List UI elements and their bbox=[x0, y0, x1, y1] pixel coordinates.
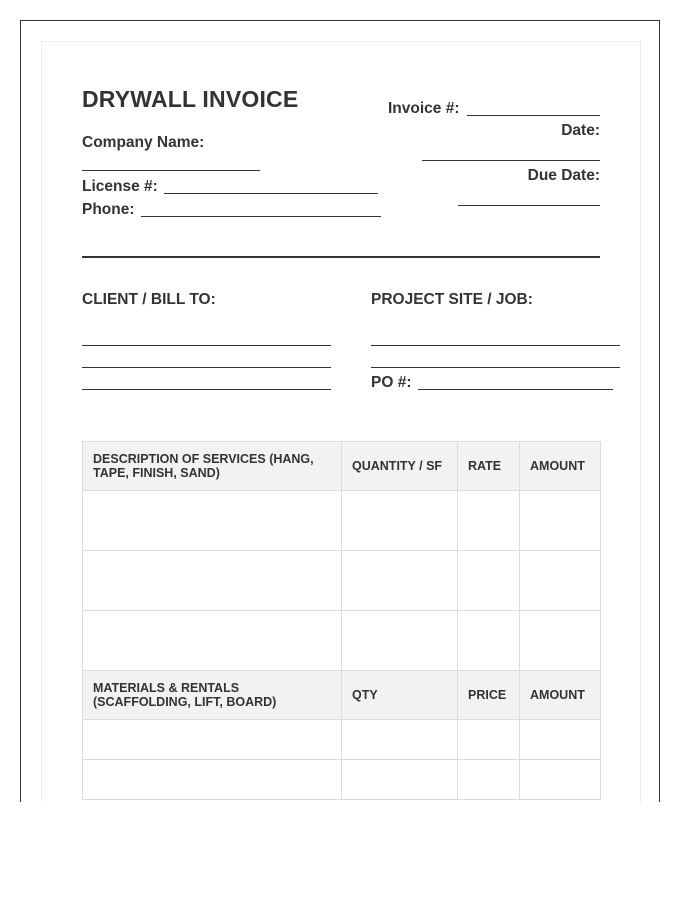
invoice-number-field[interactable] bbox=[467, 115, 600, 116]
material-qty-cell[interactable] bbox=[342, 760, 458, 800]
service-rate-cell[interactable] bbox=[458, 611, 520, 671]
service-amount-cell[interactable] bbox=[520, 611, 601, 671]
material-amount-cell[interactable] bbox=[520, 760, 601, 800]
table-row bbox=[83, 611, 601, 671]
license-field[interactable] bbox=[164, 193, 378, 194]
invoice-title: DRYWALL INVOICE bbox=[82, 86, 299, 112]
material-price-cell[interactable] bbox=[458, 760, 520, 800]
table-row bbox=[83, 551, 601, 611]
service-amount-cell[interactable] bbox=[520, 551, 601, 611]
table-row bbox=[83, 760, 601, 800]
line-items-table bbox=[82, 441, 601, 800]
material-description-cell[interactable] bbox=[83, 720, 342, 760]
phone-label: Phone: bbox=[82, 201, 135, 218]
services-header-row bbox=[83, 442, 601, 491]
client-line-2[interactable] bbox=[82, 367, 331, 368]
service-amount-cell[interactable] bbox=[520, 491, 601, 551]
services-quantity-header: QUANTITY / SF bbox=[342, 442, 458, 491]
invoice-number-label: Invoice #: bbox=[388, 100, 460, 117]
due-date-label: Due Date: bbox=[527, 167, 600, 184]
service-description-cell[interactable] bbox=[83, 551, 342, 611]
service-quantity-cell[interactable] bbox=[342, 491, 458, 551]
table-row bbox=[83, 491, 601, 551]
service-rate-cell[interactable] bbox=[458, 551, 520, 611]
phone-field[interactable] bbox=[141, 216, 381, 217]
client-line-1[interactable] bbox=[82, 345, 331, 346]
date-field[interactable] bbox=[422, 160, 600, 161]
service-description-cell[interactable] bbox=[83, 491, 342, 551]
company-name-field[interactable] bbox=[82, 170, 260, 171]
client-line-3[interactable] bbox=[82, 389, 331, 390]
service-quantity-cell[interactable] bbox=[342, 611, 458, 671]
table-row bbox=[83, 720, 601, 760]
material-price-cell[interactable] bbox=[458, 720, 520, 760]
project-line-1[interactable] bbox=[371, 345, 620, 346]
materials-price-header: PRICE bbox=[458, 671, 520, 720]
service-quantity-cell[interactable] bbox=[342, 551, 458, 611]
due-date-field[interactable] bbox=[458, 205, 600, 206]
material-qty-cell[interactable] bbox=[342, 720, 458, 760]
date-label: Date: bbox=[561, 122, 600, 139]
services-description-header: DESCRIPTION OF SERVICES (HANG, TAPE, FINISH, SAND) bbox=[83, 442, 342, 491]
project-site-label: PROJECT SITE / JOB: bbox=[371, 291, 533, 308]
materials-header-row bbox=[83, 671, 601, 720]
materials-description-header: MATERIALS & RENTALS (SCAFFOLDING, LIFT, BOARD) bbox=[83, 671, 342, 720]
service-description-cell[interactable] bbox=[83, 611, 342, 671]
materials-amount-header: AMOUNT bbox=[520, 671, 601, 720]
po-number-label: PO #: bbox=[371, 374, 412, 391]
materials-qty-header: QTY bbox=[342, 671, 458, 720]
license-label: License #: bbox=[82, 178, 158, 195]
po-number-field[interactable] bbox=[418, 389, 613, 390]
service-rate-cell[interactable] bbox=[458, 491, 520, 551]
services-rate-header: RATE bbox=[458, 442, 520, 491]
project-line-2[interactable] bbox=[371, 367, 620, 368]
services-amount-header: AMOUNT bbox=[520, 442, 601, 491]
material-description-cell[interactable] bbox=[83, 760, 342, 800]
header-divider bbox=[82, 256, 600, 258]
client-bill-to-label: CLIENT / BILL TO: bbox=[82, 291, 216, 308]
company-name-label: Company Name: bbox=[82, 134, 205, 151]
material-amount-cell[interactable] bbox=[520, 720, 601, 760]
